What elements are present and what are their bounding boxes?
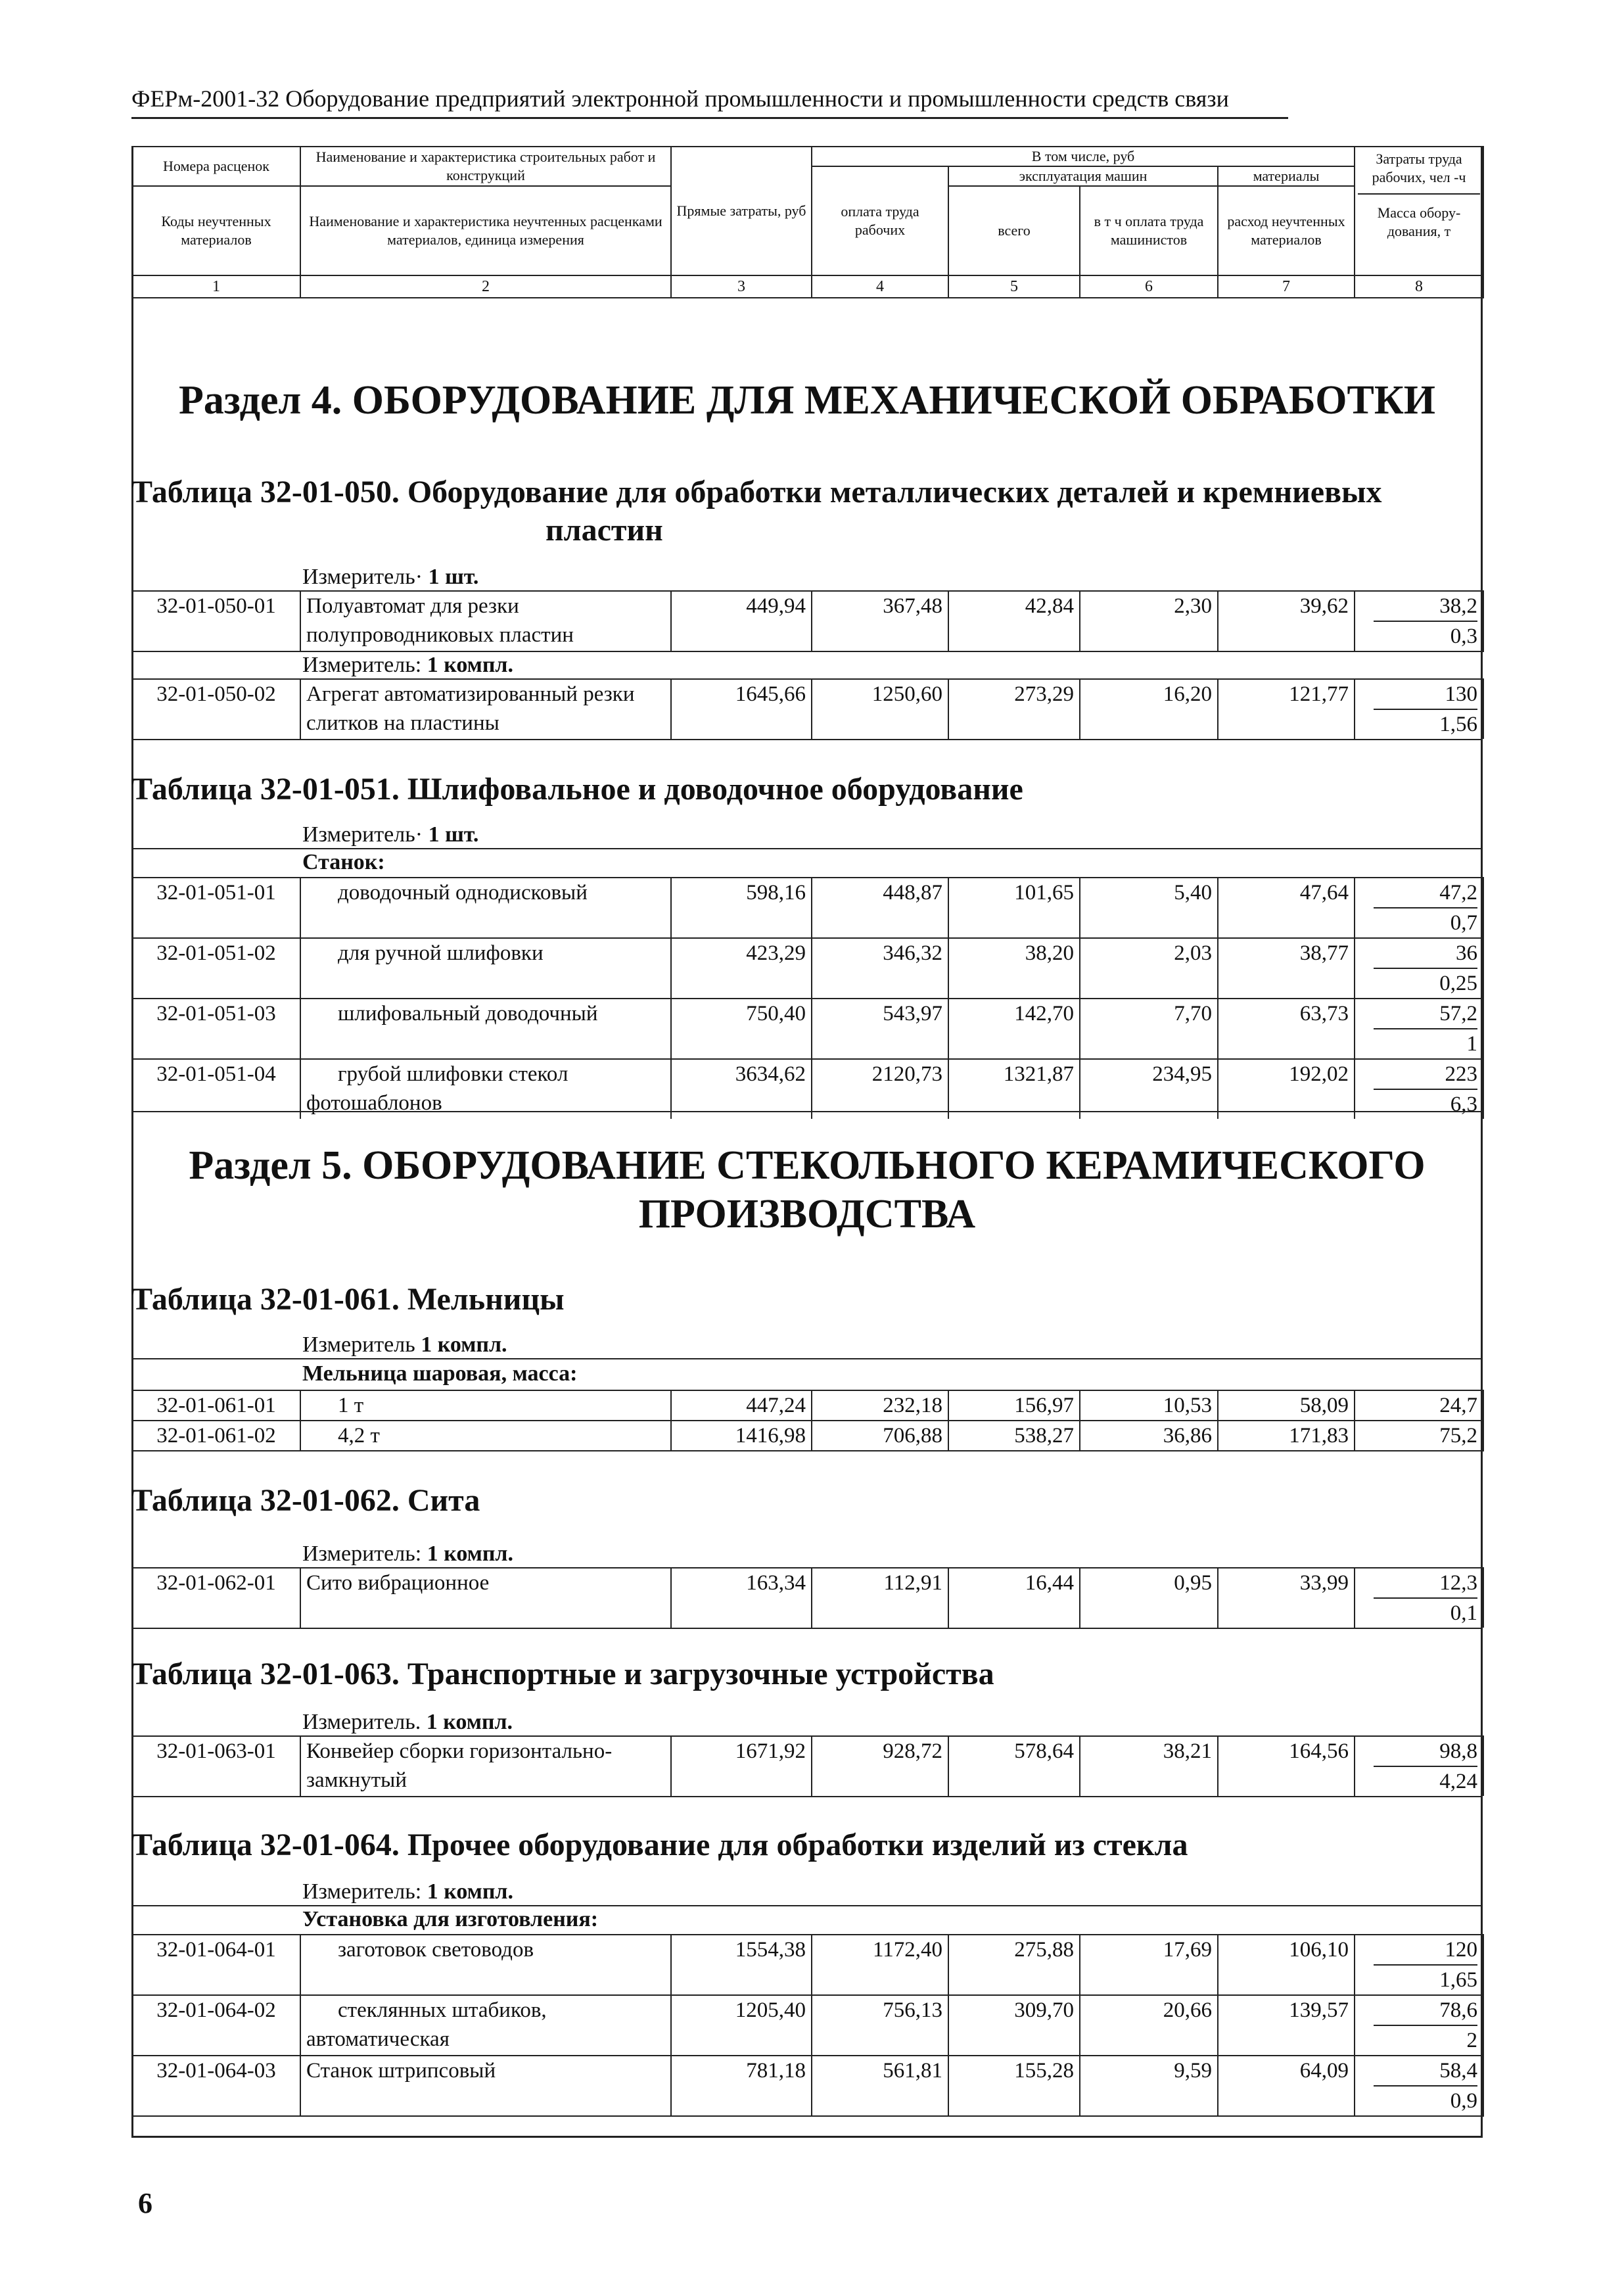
wages: 367,48 xyxy=(812,591,948,651)
materials: 58,09 xyxy=(1218,1390,1355,1421)
meter-value: 1 компл. xyxy=(427,1879,514,1904)
wages: 346,32 xyxy=(812,938,948,999)
labor-value: 36 xyxy=(1374,939,1477,969)
table-051-body xyxy=(131,877,1484,1119)
direct-costs: 1205,40 xyxy=(671,1995,812,2056)
rate-code: 32-01-051-02 xyxy=(132,938,300,999)
machines-total: 42,84 xyxy=(948,591,1080,651)
operators-wages: 10,53 xyxy=(1080,1390,1218,1421)
work-name-line2: фотошаблонов xyxy=(306,1091,442,1115)
rate-code: 32-01-064-01 xyxy=(132,1935,300,1995)
mass-value: 1,65 xyxy=(1439,1968,1477,1992)
materials: 33,99 xyxy=(1218,1568,1355,1628)
rate-code: 32-01-050-01 xyxy=(132,591,300,651)
mass-value: 0,9 xyxy=(1450,2089,1477,2113)
machines-total: 273,29 xyxy=(948,679,1080,739)
materials: 121,77 xyxy=(1218,679,1355,739)
wages: 706,88 xyxy=(812,1421,948,1451)
labor-value: 38,2 xyxy=(1374,592,1477,622)
work-name: 4,2 т xyxy=(300,1421,671,1451)
section-5-title xyxy=(131,1141,1483,1238)
direct-costs: 1645,66 xyxy=(671,679,812,739)
meter-value: 1 шт. xyxy=(428,565,479,589)
rule-063-end xyxy=(131,1796,1483,1797)
work-name-line1: грубой шлифовки стекол xyxy=(338,1062,568,1086)
labor-value: 120 xyxy=(1374,1935,1477,1966)
work-name xyxy=(300,1995,671,2056)
table-062-meter xyxy=(302,1541,513,1567)
labor-value: 57,2 xyxy=(1374,999,1477,1029)
col-num-5: 5 xyxy=(948,275,1080,298)
operators-wages: 36,86 xyxy=(1080,1421,1218,1451)
direct-costs: 423,29 xyxy=(671,938,812,999)
machines-total: 275,88 xyxy=(948,1935,1080,1995)
operators-wages: 17,69 xyxy=(1080,1935,1218,1995)
labor-value: 24,7 xyxy=(1355,1390,1483,1421)
col-num-1: 1 xyxy=(132,275,300,298)
labor-value: 58,4 xyxy=(1374,2056,1477,2087)
materials: 64,09 xyxy=(1218,2056,1355,2116)
meter-label: Измеритель. xyxy=(302,1710,421,1734)
table-row xyxy=(132,1995,1483,2056)
table-051-meter xyxy=(302,822,478,848)
table-051-title: Таблица 32-01-051. Шлифовальное и доводочное оборудование xyxy=(131,772,1023,807)
wages: 561,81 xyxy=(812,2056,948,2116)
col-num-7: 7 xyxy=(1218,275,1355,298)
work-name: доводочный однодисковый xyxy=(300,878,671,938)
table-064-meter xyxy=(302,1879,513,1905)
labor-value: 75,2 xyxy=(1355,1421,1483,1451)
operators-wages: 2,03 xyxy=(1080,938,1218,999)
labor-mass xyxy=(1355,1736,1483,1796)
labor-mass xyxy=(1355,938,1483,999)
table-050-meter xyxy=(302,564,478,590)
materials: 171,83 xyxy=(1218,1421,1355,1451)
table-061-body xyxy=(131,1390,1484,1451)
table-063-body xyxy=(131,1735,1484,1796)
machines-total: 38,20 xyxy=(948,938,1080,999)
table-050-body xyxy=(131,590,1484,652)
header-direct-costs: Прямые затраты, руб xyxy=(671,147,812,275)
direct-costs: 1671,92 xyxy=(671,1736,812,1796)
header-mass: Масса обору-дования, т xyxy=(1377,204,1461,239)
direct-costs: 1554,38 xyxy=(671,1935,812,1995)
machines-total: 16,44 xyxy=(948,1568,1080,1628)
machines-total: 142,70 xyxy=(948,999,1080,1059)
header-machines-total: всего xyxy=(948,186,1080,275)
header-materials: материалы xyxy=(1218,166,1355,186)
labor-mass xyxy=(1355,1568,1483,1628)
table-064-body xyxy=(131,1934,1484,2117)
col-num-3: 3 xyxy=(671,275,812,298)
operators-wages: 2,30 xyxy=(1080,591,1218,651)
materials: 63,73 xyxy=(1218,999,1355,1059)
wages: 1250,60 xyxy=(812,679,948,739)
meter-label: Измеритель: xyxy=(302,1879,422,1904)
table-064-group: Установка для изготовления: xyxy=(302,1907,599,1931)
rate-code: 32-01-064-03 xyxy=(132,2056,300,2116)
direct-costs: 750,40 xyxy=(671,999,812,1059)
direct-costs: 598,16 xyxy=(671,878,812,938)
header-operators-wages: в т ч оплата труда машинистов xyxy=(1080,186,1218,275)
header-material-names: Наименование и характеристика неучтенных расценками материалов, единица измерения xyxy=(300,186,671,275)
table-061-title: Таблица 32-01-061. Мельницы xyxy=(131,1282,565,1317)
col-num-8: 8 xyxy=(1355,275,1483,298)
direct-costs: 163,34 xyxy=(671,1568,812,1628)
work-name-line2: автоматическая xyxy=(306,2027,450,2051)
col-num-2: 2 xyxy=(300,275,671,298)
machines-total: 578,64 xyxy=(948,1736,1080,1796)
page-number: 6 xyxy=(138,2187,152,2219)
operators-wages: 16,20 xyxy=(1080,679,1218,739)
table-050-meter-2 xyxy=(302,652,513,678)
direct-costs: 781,18 xyxy=(671,2056,812,2116)
operators-wages: 5,40 xyxy=(1080,878,1218,938)
header-work-name: Наименование и характеристика строительных работ и конструкций xyxy=(300,147,671,186)
labor-value: 47,2 xyxy=(1374,878,1477,908)
materials: 139,57 xyxy=(1218,1995,1355,2056)
header-wages: оплата труда рабочих xyxy=(812,166,948,275)
header-labor: Затраты труда рабочих, чел -ч xyxy=(1358,147,1480,195)
table-row xyxy=(132,1736,1483,1796)
rate-code: 32-01-063-01 xyxy=(132,1736,300,1796)
rule-061-top xyxy=(131,1358,1483,1359)
machines-total: 156,97 xyxy=(948,1390,1080,1421)
rate-code: 32-01-051-01 xyxy=(132,878,300,938)
section-5-title-line2: ПРОИЗВОДСТВА xyxy=(638,1192,976,1237)
table-061-meter xyxy=(302,1332,507,1358)
mass-value: 1,56 xyxy=(1439,713,1477,736)
meter-label: Измеритель· xyxy=(302,565,423,589)
table-063-meter xyxy=(302,1709,513,1735)
labor-value: 130 xyxy=(1374,680,1477,710)
meter-label: Измеритель: xyxy=(302,653,422,677)
machines-total: 309,70 xyxy=(948,1995,1080,2056)
rate-code: 32-01-051-03 xyxy=(132,999,300,1059)
col-num-6: 6 xyxy=(1080,275,1218,298)
work-name: заготовок световодов xyxy=(300,1935,671,1995)
wages: 1172,40 xyxy=(812,1935,948,1995)
meter-value: 1 компл. xyxy=(427,1542,514,1566)
labor-mass xyxy=(1355,591,1483,651)
operators-wages: 7,70 xyxy=(1080,999,1218,1059)
work-name: Агрегат автоматизированный резки слитков на пластины xyxy=(300,679,671,739)
col-num-4: 4 xyxy=(812,275,948,298)
work-name: Сито вибрационное xyxy=(300,1568,671,1628)
meter-value: 1 компл. xyxy=(421,1332,507,1357)
materials: 106,10 xyxy=(1218,1935,1355,1995)
header-including: В том числе, руб xyxy=(812,147,1355,166)
rate-code: 32-01-064-02 xyxy=(132,1995,300,2056)
wages: 928,72 xyxy=(812,1736,948,1796)
meter-label: Измеритель: xyxy=(302,1542,422,1566)
table-064-title: Таблица 32-01-064. Прочее оборудование для обработки изделий из стекла xyxy=(131,1827,1188,1862)
labor-value: 223 xyxy=(1374,1060,1477,1090)
header-machines: эксплуатация машин xyxy=(948,166,1218,186)
wages: 2120,73 xyxy=(812,1059,948,1119)
wages: 112,91 xyxy=(812,1568,948,1628)
operators-wages: 9,59 xyxy=(1080,2056,1218,2116)
table-051-group: Станок: xyxy=(302,850,385,874)
wages: 543,97 xyxy=(812,999,948,1059)
table-050-body-2 xyxy=(131,678,1484,739)
mass-value: 0,1 xyxy=(1450,1601,1477,1625)
labor-mass xyxy=(1355,1995,1483,2056)
materials: 192,02 xyxy=(1218,1059,1355,1119)
machines-total: 538,27 xyxy=(948,1421,1080,1451)
wages: 756,13 xyxy=(812,1995,948,2056)
rate-code: 32-01-062-01 xyxy=(132,1568,300,1628)
materials: 164,56 xyxy=(1218,1736,1355,1796)
wages: 448,87 xyxy=(812,878,948,938)
meter-value: 1 компл. xyxy=(427,653,514,677)
labor-mass xyxy=(1355,1935,1483,1995)
labor-value: 98,8 xyxy=(1374,1737,1477,1767)
table-row xyxy=(132,1390,1483,1421)
direct-costs: 3634,62 xyxy=(671,1059,812,1119)
rate-code: 32-01-061-01 xyxy=(132,1390,300,1421)
table-061-group: Мельница шаровая, масса: xyxy=(302,1361,578,1386)
direct-costs: 1416,98 xyxy=(671,1421,812,1451)
labor-value: 12,3 xyxy=(1374,1568,1477,1599)
mass-value: 0,25 xyxy=(1439,972,1477,995)
rule-062-end xyxy=(131,1628,1483,1629)
labor-mass xyxy=(1355,679,1483,739)
table-050-title xyxy=(131,473,1483,550)
machines-total: 155,28 xyxy=(948,2056,1080,2116)
labor-mass xyxy=(1355,999,1483,1059)
rate-code: 32-01-051-04 xyxy=(132,1059,300,1119)
running-header: ФЕРм-2001-32 Оборудование предприятий электронной промышленности и промышленности средств связи xyxy=(131,84,1288,119)
table-row xyxy=(132,938,1483,999)
table-row xyxy=(132,1059,1483,1119)
materials: 47,64 xyxy=(1218,878,1355,938)
direct-costs: 449,94 xyxy=(671,591,812,651)
header-material-codes: Коды неучтенных материалов xyxy=(132,186,300,275)
machines-total: 101,65 xyxy=(948,878,1080,938)
rate-code: 32-01-050-02 xyxy=(132,679,300,739)
operators-wages: 0,95 xyxy=(1080,1568,1218,1628)
work-name: 1 т xyxy=(300,1390,671,1421)
table-062-title: Таблица 32-01-062. Сита xyxy=(131,1483,480,1518)
table-063-title: Таблица 32-01-063. Транспортные и загрузочные устройства xyxy=(131,1657,994,1691)
meter-value: 1 шт. xyxy=(428,822,479,847)
rule-051-end xyxy=(131,1111,1483,1112)
mass-value: 4,24 xyxy=(1439,1770,1477,1793)
meter-label: Измеритель· xyxy=(302,822,423,847)
materials: 38,77 xyxy=(1218,938,1355,999)
work-name xyxy=(300,1059,671,1119)
work-name: Полуавтомат для резки полупроводниковых пластин xyxy=(300,591,671,651)
mass-value: 0,3 xyxy=(1450,625,1477,648)
table-row xyxy=(132,1421,1483,1451)
table-050-title-line2: пластин xyxy=(545,513,663,548)
work-name: Конвейер сборки горизонтально-замкнутый xyxy=(300,1736,671,1796)
materials: 39,62 xyxy=(1218,591,1355,651)
mass-value: 6,3 xyxy=(1450,1093,1477,1116)
meter-value: 1 компл. xyxy=(426,1710,513,1734)
rate-code: 32-01-061-02 xyxy=(132,1421,300,1451)
header-labor-mass xyxy=(1355,147,1483,275)
machines-total: 1321,87 xyxy=(948,1059,1080,1119)
section-4-title: Раздел 4. ОБОРУДОВАНИЕ ДЛЯ МЕХАНИЧЕСКОЙ ОБРАБОТКИ xyxy=(178,378,1436,423)
labor-mass xyxy=(1355,878,1483,938)
wages: 232,18 xyxy=(812,1390,948,1421)
mass-value: 1 xyxy=(1466,1032,1477,1056)
operators-wages: 38,21 xyxy=(1080,1736,1218,1796)
mass-value: 2 xyxy=(1466,2029,1477,2052)
table-row xyxy=(132,999,1483,1059)
direct-costs: 447,24 xyxy=(671,1390,812,1421)
table-062-body xyxy=(131,1567,1484,1628)
header-rate-numbers: Номера расценок xyxy=(132,147,300,186)
section-5-title-line1: Раздел 5. ОБОРУДОВАНИЕ СТЕКОЛЬНОГО КЕРАМИЧЕСКОГО xyxy=(189,1143,1426,1188)
table-row xyxy=(132,878,1483,938)
operators-wages: 234,95 xyxy=(1080,1059,1218,1119)
mass-value: 0,7 xyxy=(1450,911,1477,935)
table-row xyxy=(132,1935,1483,1995)
rule-050-end xyxy=(131,739,1483,740)
labor-mass xyxy=(1355,2056,1483,2116)
table-row xyxy=(132,1568,1483,1628)
table-row xyxy=(132,591,1483,651)
column-header-table xyxy=(131,146,1484,298)
table-row xyxy=(132,2056,1483,2116)
meter-label: Измеритель xyxy=(302,1332,415,1357)
work-name: шлифовальный доводочный xyxy=(300,999,671,1059)
labor-mass xyxy=(1355,1059,1483,1119)
work-name: для ручной шлифовки xyxy=(300,938,671,999)
table-row xyxy=(132,679,1483,739)
work-name-line1: стеклянных штабиков, xyxy=(338,1998,547,2022)
labor-value: 78,6 xyxy=(1374,1996,1477,2026)
table-050-title-line1: Таблица 32-01-050. Оборудование для обработки металлических деталей и кремниевых xyxy=(131,475,1382,509)
header-unaccounted-materials: расход неучтенных материалов xyxy=(1218,186,1355,275)
work-name: Станок штрипсовый xyxy=(300,2056,671,2116)
operators-wages: 20,66 xyxy=(1080,1995,1218,2056)
